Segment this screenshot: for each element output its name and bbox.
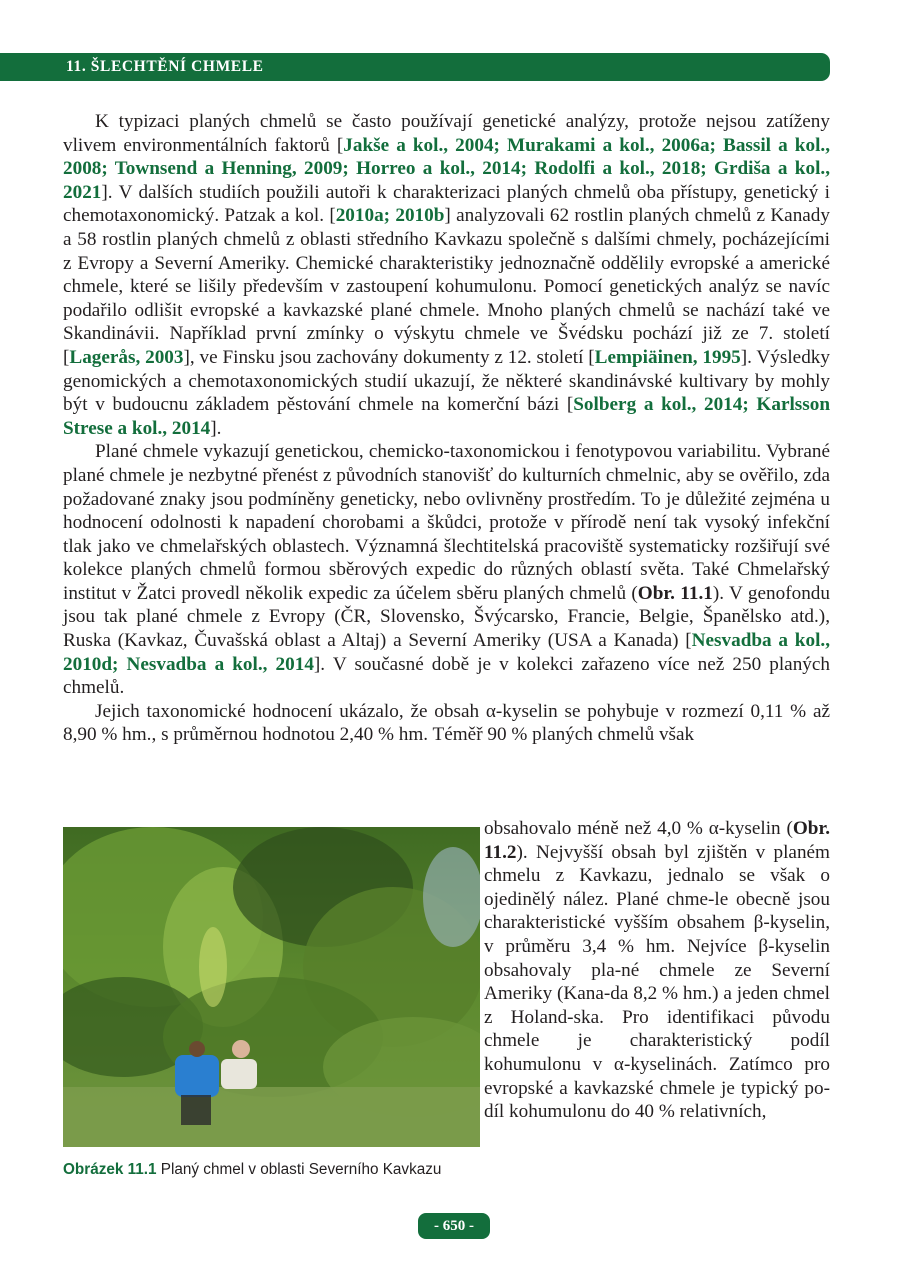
side-paragraph [484,817,830,1124]
chapter-header-bar [0,53,830,81]
text-run: ], ve Finsku jsou zachovány dokumenty z 12. století [ [183,346,595,368]
citation: Lempiäinen, 1995 [594,346,741,368]
chapter-title: 11. ŠLECHTĚNÍ CHMELE [66,58,264,75]
text-run: K typizaci planých chmelů se často používají genetické analýzy, protože nejsou zatíženy vlivem environmentálních faktorů [ [63,111,830,156]
text-run: ]. V dalších studiích použili autoři k charakterizaci planých chmelů oba přístupy, genetický i chemotaxonomický. Patzak a kol. [ [63,181,830,227]
hop-vegetation-photo [63,827,480,1147]
text-run: ). V genofondu jsou tak plané chmele z Evropy (ČR, Slovensko, Švýcarsko, Francie, Belgie, Španělsko atd.), Ruska (Kavkaz, Čuvašská oblast a Altaj) a Severní Ameriky (USA a Kanada) [ [63,582,830,652]
body-text [63,110,830,747]
text-run: ]. V současné době je v kolekci zařazeno více než 250 planých chmelů. [63,653,830,699]
citation: Lagerås, 2003 [69,346,184,368]
paragraph-2 [63,440,830,700]
text-run: obsahovalo méně než 4,0 % α-kyselin ( [484,818,793,839]
paragraph-1 [63,110,830,440]
paragraph-3 [63,700,830,747]
figure-caption [63,1161,441,1179]
caption-text: Planý chmel v oblasti Severního Kavkazu [156,1161,442,1178]
text-run: ]. [210,417,222,439]
text-run: Jejich taxonomické hodnocení ukázalo, že obsah α-kyselin se pohybuje v rozmezí 0,11 % až 8,90 % hm., s průměrnou hodnotou 2,40 % hm. Téměř 90 % planých chmelů však [63,700,830,746]
page-number-badge: - 650 - [418,1213,490,1239]
figure-reference: Obr. 11.2 [484,818,830,863]
figure-reference: Obr. 11.1 [637,582,713,604]
text-run: ] analyzovali 62 rostlin planých chmelů z Kanady a 58 rostlin planých chmelů z oblasti středního Kavkazu společně s dalšími chmely, pocházejícími z Evropy a Severní Ameriky. Chemické charakteristiky jednoznačně oddělily evropské a americké chmele, které se lišily především v zastoupení kohumulonu. Pomocí genetických analýz se navíc podařilo odlišit evropské a kavkazské plané chmele. Mnoho planých chmelů se nachází také ve Skandinávii. Například první zmínky o výskytu chmele ve Švédsku pochází již ze 7. století [ [63,205,830,368]
text-run: Plané chmele vykazují genetickou, chemicko-taxonomickou i fenotypovou variabilitu. Vybrané plané chmele je nezbytné přenést z původních stanovišť do kulturních chmelnic, aby se ověřilo, zda požadované znaky jsou podmíněny geneticky, nebo ovlivněny prostředím. To je důležité zejména u hodnocení odolnosti k napadení chorobami a škůdci, protože v přírodě není tak vysoký infekční tlak jako ve chmelařských oblastech. Významná šlechtitelská pracoviště systematicky rozšiřují své kolekce planých chmelů formou sběrových expedic do různých oblastí světa. Také Chmelařský institut v Žatci provedl několik expedic za účelem sběru planých chmelů ( [63,441,830,604]
citation: Solberg a kol., 2014; Karlsson Strese a kol., 2014 [63,394,830,439]
side-column-text [484,817,830,1124]
caption-label: Obrázek 11.1 [63,1161,157,1178]
citation: 2010a; 2010b [335,205,445,227]
text-run: ]. Výsledky genomických a chemotaxonomických studií ukazují, že některé skandinávské kultivary by mohly být v budoucnu základem pěstování chmele na komerční bázi [ [63,346,830,416]
text-run: ). Nejvyšší obsah byl zjištěn v planém chmelu z Kavkazu, jednalo se však o ojedinělý nález. Plané chme-le obecně jsou charakteristické vyšším obsahem β-kyselin, v průměru 3,4 % hm. Nejvíce β-kyselin obsahovaly pla-né chmele ze Severní Ameriky (Kana-da 8,2 % hm.) a jeden chmel z Holand-ska. Pro identifikaci původu chmele je charakteristický podíl kohumulonu v α-kyselinách. Zatímco pro evropské a kavkazské chmele je typický po-díl kohumulonu do 40 % relativních, [484,841,830,1123]
figure-photo [63,827,480,1147]
citation: Jakše a kol., 2004; Murakami a kol., 2006a; Bassil a kol., 2008; Townsend a Henning, 2009; Horreo a kol., 2014; Rodolfi a kol., 2018; Grdiša a kol., 2021 [63,134,830,203]
citation: Nesvadba a kol., 2010d; Nesvadba a kol., 2014 [63,630,830,675]
